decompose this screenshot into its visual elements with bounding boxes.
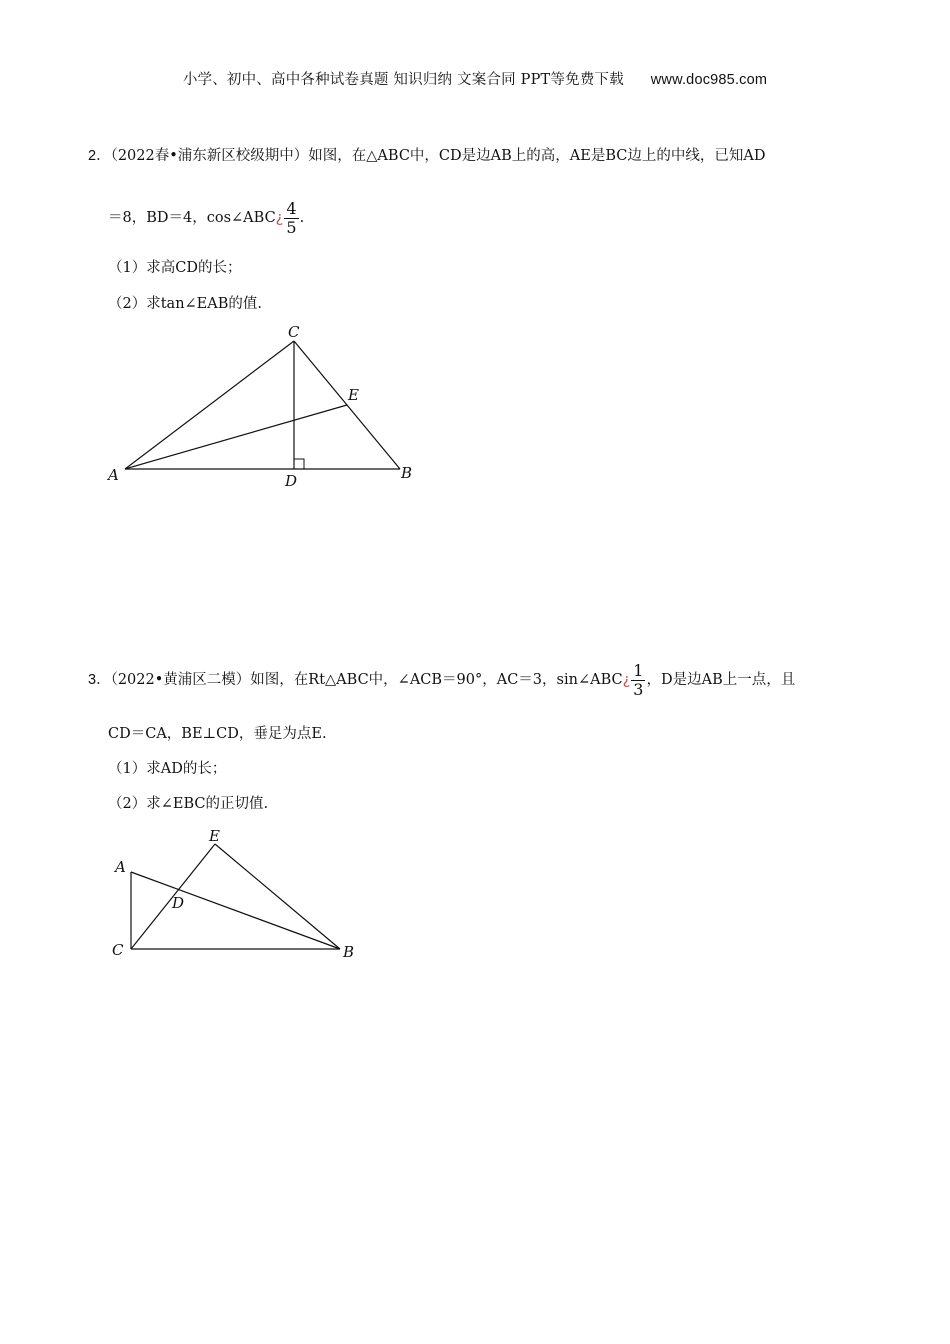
q2-frac-den: 5 [286, 217, 297, 237]
q3-label-b: B [343, 943, 355, 961]
q3-line1 [88, 660, 795, 700]
q3-mark: ¿ [622, 672, 631, 688]
q2-line2 [108, 198, 304, 238]
header-text: 小学、初中、高中各种试卷真题 知识归纳 文案合同 PPT等免费下载 [182, 72, 624, 88]
q3-number: 3． [88, 672, 111, 688]
q2-label-c: C [288, 323, 300, 341]
q2-mark: ¿ [275, 210, 284, 226]
q2-sub2: （2）求tan∠EAB的值. [108, 296, 263, 312]
header-site-link[interactable]: www.doc985.com [650, 72, 768, 88]
page-header [0, 68, 950, 89]
q2-label-d: D [285, 472, 298, 490]
q2-triangle-figure [100, 320, 430, 495]
q2-fraction [284, 200, 298, 237]
q2-label-e: E [348, 386, 359, 404]
q2-segment-ae [125, 405, 347, 469]
q2-line2-pre: ＝8，BD＝4，cos∠ABC [108, 210, 276, 226]
q2-number: 2． [88, 148, 111, 164]
q3-fraction [631, 662, 645, 699]
q3-label-c: C [112, 941, 124, 959]
q3-line1-post: ，D是边AB上一点，且 [646, 672, 796, 688]
q3-sub2: （2）求∠EBC的正切值. [108, 796, 269, 812]
q2-label-b: B [401, 464, 413, 482]
q2-line1-text: （2022春•浦东新区校级期中）如图，在△ABC中，CD是边AB上的高，AE是BC边上的中线，已知AD [110, 148, 766, 164]
q2-frac-num: 4 [286, 198, 297, 218]
q3-triangle-figure [100, 822, 370, 967]
q3-label-d: D [172, 894, 185, 912]
q2-sub1: （1）求高CD的长； [108, 260, 242, 276]
q3-segment-eb [215, 844, 340, 949]
q3-label-a: A [115, 858, 126, 876]
q2-label-a: A [108, 466, 119, 484]
q2-line1 [88, 146, 765, 166]
q3-sub1: （1）求AD的长； [108, 761, 227, 777]
q3-line1-pre: （2022•黄浦区二模）如图，在Rt△ABC中，∠ACB＝90°，AC＝3，sin∠ABC [110, 672, 623, 688]
q3-label-e: E [209, 827, 220, 845]
q2-line2-post: . [299, 210, 305, 226]
q2-right-angle-mark [294, 459, 304, 469]
q3-line2: CD＝CA，BE⊥CD，垂足为点E. [108, 726, 327, 742]
q3-frac-num: 1 [633, 660, 644, 680]
q2-segment-ac [125, 341, 294, 469]
q3-frac-den: 3 [633, 679, 644, 699]
